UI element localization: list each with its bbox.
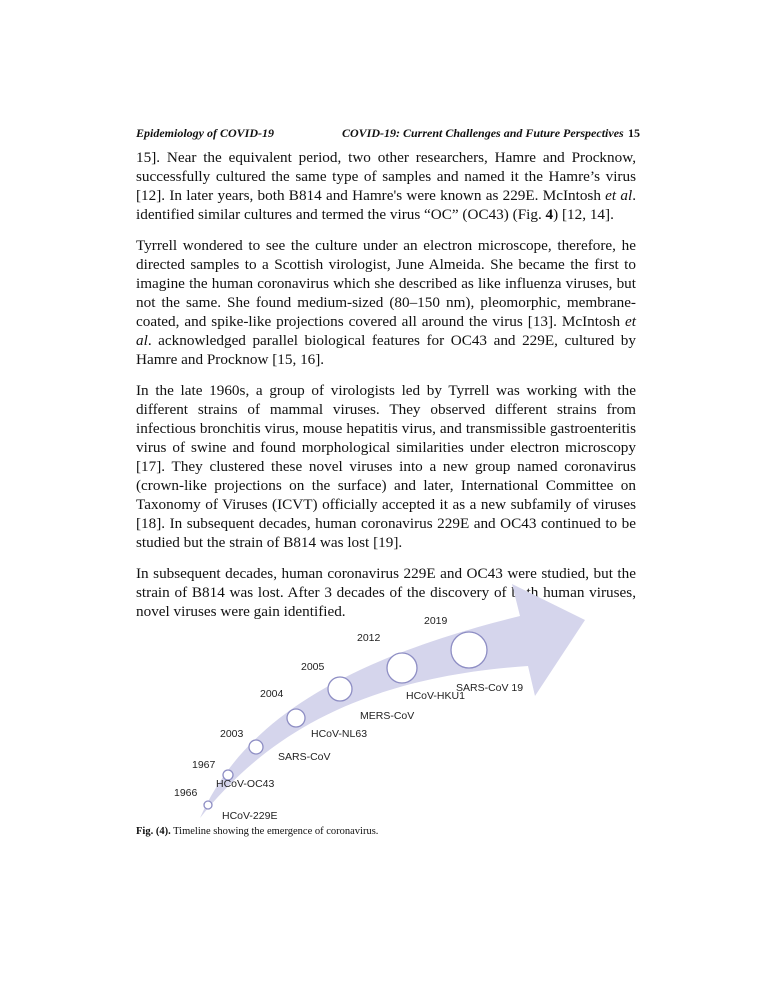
timeline-node (451, 632, 487, 668)
timeline-virus: HCoV-NL63 (311, 728, 368, 740)
timeline-year: 2005 (301, 661, 325, 673)
text-run: 4 (545, 206, 554, 223)
page-number: 15 (628, 126, 640, 140)
timeline-year: 1966 (174, 787, 198, 799)
book-title: COVID-19: Current Challenges and Future Perspectives (342, 126, 624, 140)
timeline-virus: SARS-CoV (278, 751, 331, 763)
chapter-title: Epidemiology of COVID-19 (136, 126, 274, 140)
text-run: In the late 1960s, a group of virologists led by Tyrrell was working with the different strains of mammal viruses. They observed different strains from infectious bronchitis virus, mouse hepatitis virus, and transmissible gastroenteritis virus of swine and found morphological similarities under electron microscopy [17]. They clustered these novel viruses into a new group named coronavirus (crown-like projections on the surface) and later, International Committee on Taxonomy of Viruses (ICVT) officially accepted it as a new subfamily of viruses [18]. In subsequent decades, human coronavirus 229E and OC43 continued to be studied but the strain of B814 was lost [19]. (136, 382, 636, 551)
timeline-year: 2012 (357, 632, 381, 644)
timeline-node (249, 740, 263, 754)
timeline-virus: HCoV-OC43 (216, 778, 275, 790)
timeline-virus: HCoV-229E (222, 810, 278, 822)
timeline-year: 2004 (260, 688, 284, 700)
timeline-figure (170, 578, 600, 828)
timeline-node (204, 801, 212, 809)
timeline-node (287, 709, 305, 727)
timeline-graphic (170, 578, 600, 828)
timeline-year: 2019 (424, 615, 448, 627)
paragraph-3 (136, 381, 636, 552)
text-run: . identified similar cultures and termed the virus “OC” (OC43) (Fig. (136, 187, 636, 223)
timeline-year: 2003 (220, 728, 244, 740)
text-run: Tyrrell wondered to see the culture under an electron microscope, therefore, he directed samples to a Scottish virologist, June Almeida. She became the first to imagine the human coronavirus which she described as like influenza viruses, but not the same. She found medium-sized (80–150 nm), pleomorphic, membrane-coated, and spike-like projections covered all around the virus [13]. McIntosh (136, 237, 636, 330)
text-run: In subsequent decades, human coronavirus 229E and OC43 were studied, but the strain of B814 was lost. After 3 decades of the discovery of both human viruses, novel viruses were gain identified. (136, 565, 636, 620)
timeline-year: 1967 (192, 759, 216, 771)
figure-caption-text: Timeline showing the emergence of coronavirus. (173, 826, 379, 837)
text-run: et al (136, 313, 636, 349)
timeline-node (328, 677, 352, 701)
timeline-node (387, 653, 417, 683)
text-run: 15]. Near the equivalent period, two other researchers, Hamre and Procknow, successfully cultured the same type of samples and named it the Hamre’s virus [12]. In later years, both B814 and Hamre's were known as 229E. McIntosh (136, 149, 636, 204)
timeline-virus: SARS-CoV 19 (456, 682, 524, 694)
text-run: . acknowledged parallel biological features for OC43 and 229E, cultured by Hamre and Procknow [15, 16]. (136, 332, 636, 368)
timeline-nodes (174, 615, 523, 822)
figure-caption (136, 826, 378, 837)
text-run: et al (605, 187, 633, 204)
timeline-virus: HCoV-HKU1 (406, 690, 465, 702)
paragraph-2 (136, 236, 636, 369)
paragraph-1 (136, 148, 636, 224)
timeline-virus: MERS-CoV (360, 710, 415, 722)
text-run: ) [12, 14]. (553, 206, 614, 223)
body-text (136, 148, 636, 633)
figure-label: Fig. (4). (136, 826, 171, 837)
